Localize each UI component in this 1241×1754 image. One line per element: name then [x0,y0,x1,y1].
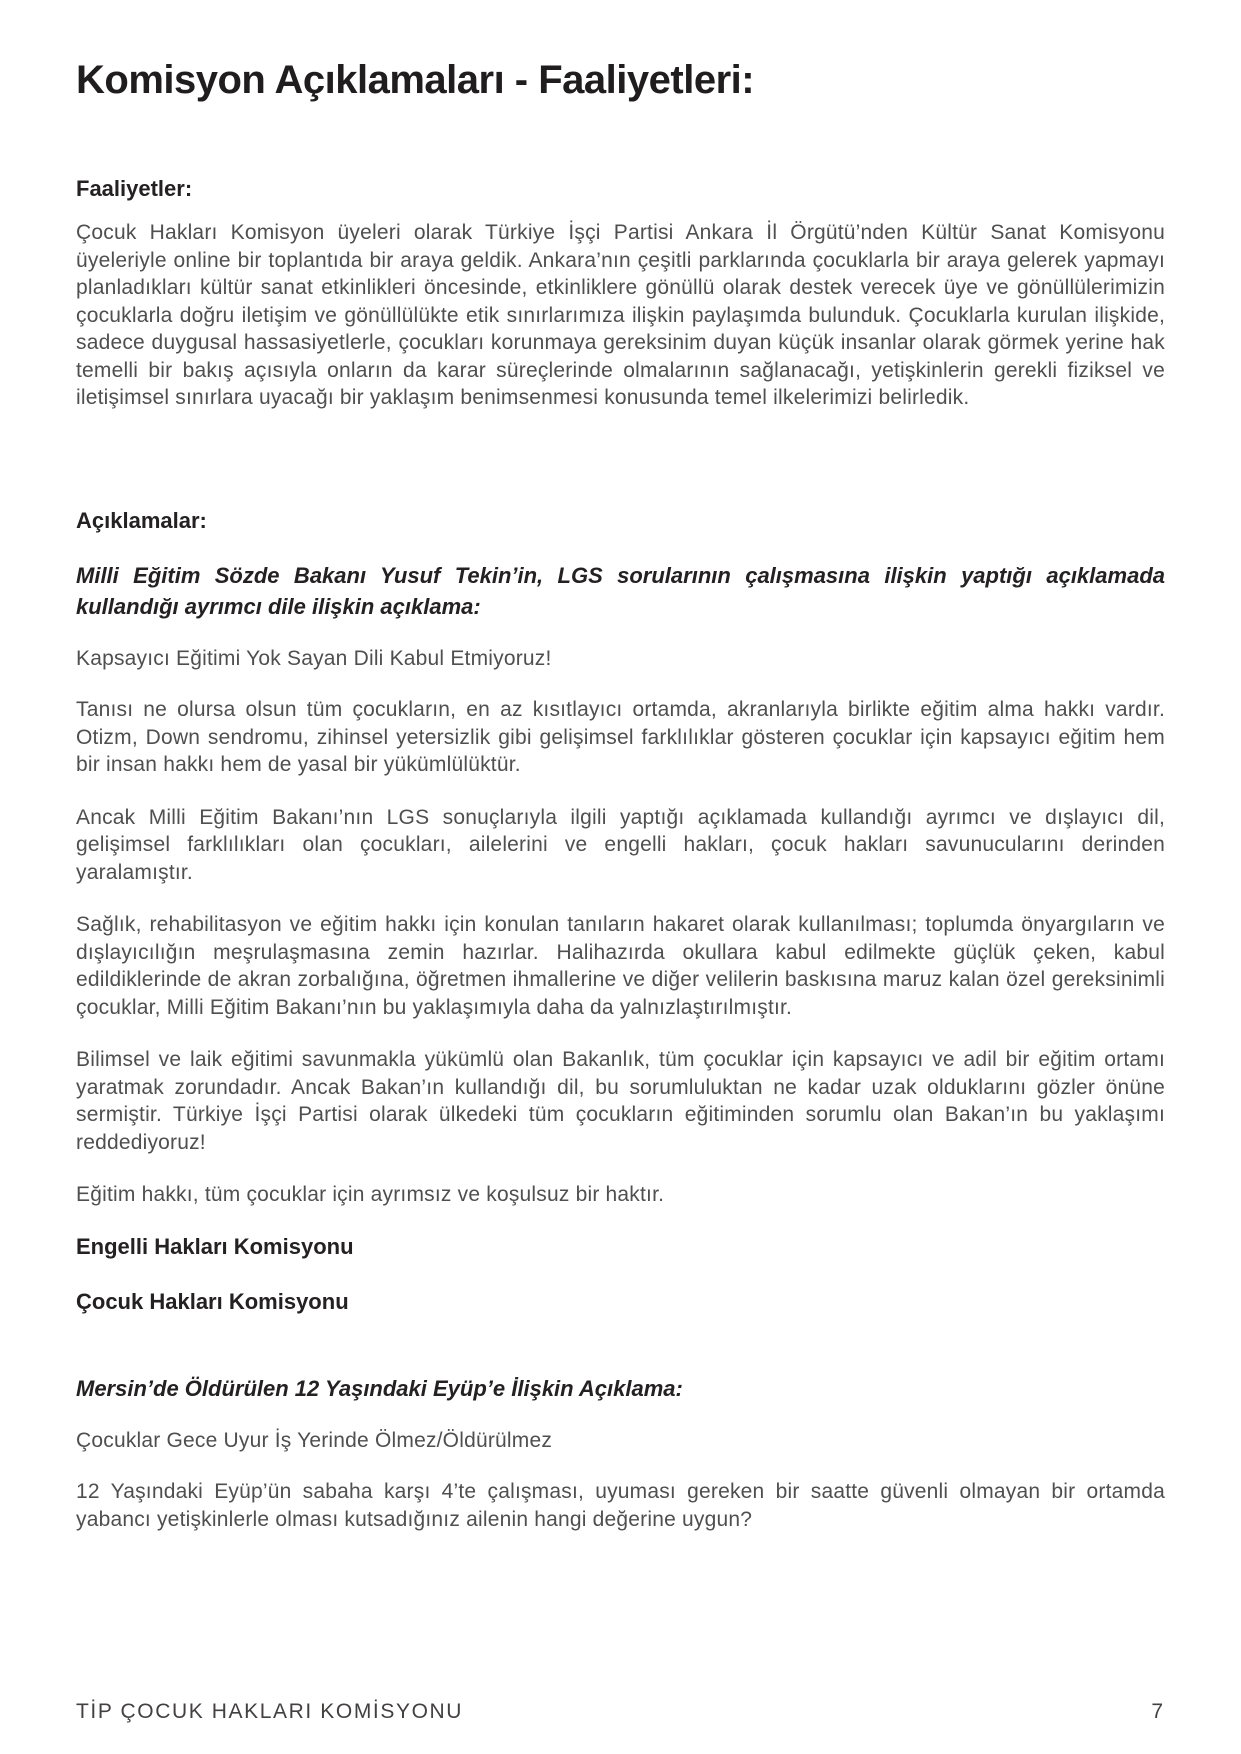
statement-eyup-slogan: Çocuklar Gece Uyur İş Yerinde Ölmez/Öldürülmez [76,1428,553,1452]
statement-eyup-heading: Mersin’de Öldürülen 12 Yaşındaki Eyüp’e İlişkin Açıklama: [76,1375,683,1401]
aciklamalar-heading: Açıklamalar: [76,507,207,533]
section-faaliyetler [76,176,1165,412]
statement-lgs [76,560,1165,1315]
statement-lgs-paragraph: Bilimsel ve laik eğitimi savunmakla yükümlü olan Bakanlık, tüm çocuklar için kapsayıcı ve adil bir eğitim ortamı yaratmak zorundadır. Ancak Bakan’ın kullandığı dil, bu sorumluluktan ne kadar uzak olduklarını gözler önüne sermiştir. Türkiye İşçi Partisi olarak ülkedeki tüm çocukların eğitiminden sorumlu olan Bakan’ın bu yaklaşımı reddediyoruz! [76,1048,1165,1154]
statement-lgs-paragraph: Eğitim hakkı, tüm çocuklar için ayrımsız ve koşulsuz bir haktır. [76,1183,665,1206]
page-title: Komisyon Açıklamaları - Faaliyetleri: [76,58,755,102]
statement-lgs-paragraph: Ancak Milli Eğitim Bakanı’nın LGS sonuçlarıyla ilgili yaptığı açıklamada kullandığı ayrımcı ve dışlayıcı dil, gelişimsel farklılıkları olan çocukları, ailelerini ve engelli hakları, çocuk hakları savunucularını derinden yaralamıştır. [76,805,1165,884]
statement-lgs-slogan: Kapsayıcı Eğitimi Yok Sayan Dili Kabul Etmiyoruz! [76,646,552,670]
statement-eyup-paragraph: 12 Yaşındaki Eyüp’ün sabaha karşı 4’te çalışması, uyuması gereken bir saatte güvenli olmayan bir ortamda yabancı yetişkinlerle olması kutsadığınız ailenin hangi değerine uygun? [76,1480,1165,1531]
faaliyetler-heading: Faaliyetler: [76,176,193,201]
statement-eyup [76,1373,1165,1534]
section-aciklamalar [76,508,1165,1534]
faaliyetler-paragraph: Çocuk Hakları Komisyon üyeleri olarak Türkiye İşçi Partisi Ankara İl Örgütü’nden Kültür Sanat Komisyonu üyeleriyle online bir toplantıda bir araya geldik. Ankara’nın çeşitli parklarında çocuklarla bir araya gelerek yapmayı planladıkları kültür sanat etkinlikleri öncesinde, etkinliklere gönüllü olarak destek verecek üye ve gönüllülerimizin çocuklarla doğru iletişim ve gönüllülükte etik sınırlarımıza ilişkin paylaşımda bulunduk. Çocuklarla kurulan ilişkide, sadece duygusal hassasiyetlerle, çocukları korunmaya gereksinim duyan küçük insanlar olarak görmek yerine hak temelli bir bakış açısıyla onların da karar süreçlerinde olmalarının sağlanacağı, yetişkinlerin gerekli fiziksel ve iletişimsel sınırlara uyacağı bir yaklaşım benimsenmesi konusunda temel ilkelerimizi belirledik. [76,221,1165,409]
signature-cocuk-haklari-komisyonu: Çocuk Hakları Komisyonu [76,1288,349,1314]
statement-lgs-paragraph: Sağlık, rehabilitasyon ve eğitim hakkı için konulan tanıların hakaret olarak kullanılması; toplumda önyargıların ve dışlayıcılığın meşrulaşmasına zemin hazırlar. Halihazırda okullara kabul edilmekte güçlük çeken, kabul edildiklerinde de akran zorbalığına, öğretmen ihmallerine ve diğer velilerin baskısına maruz kalan özel gereksinimli çocuklar, Milli Eğitim Bakanı’nın bu yaklaşımıyla daha da yalnızlaştırılmıştır. [76,913,1165,1019]
statement-lgs-heading: Milli Eğitim Sözde Bakanı Yusuf Tekin’in, LGS sorularının çalışmasına ilişkin yaptığı açıklamada kullandığı ayrımcı dile ilişkin açıklama: [76,562,1165,619]
footer-page-number: 7 [1151,1700,1163,1723]
footer-commission-name: TİP ÇOCUK HAKLARI KOMİSYONU [76,1700,464,1723]
signature-engelli-haklari-komisyonu: Engelli Hakları Komisyonu [76,1233,354,1259]
page-footer [76,1700,1163,1724]
statement-lgs-paragraph: Tanısı ne olursa olsun tüm çocukların, en az kısıtlayıcı ortamda, akranlarıyla birlikte eğitim alma hakkı vardır. Otizm, Down sendromu, zihinsel yetersizlik gibi gelişimsel farklılıklar gösteren çocuklar için kapsayıcı eğitim hem bir insan hakkı hem de yasal bir yükümlülüktür. [76,698,1165,776]
